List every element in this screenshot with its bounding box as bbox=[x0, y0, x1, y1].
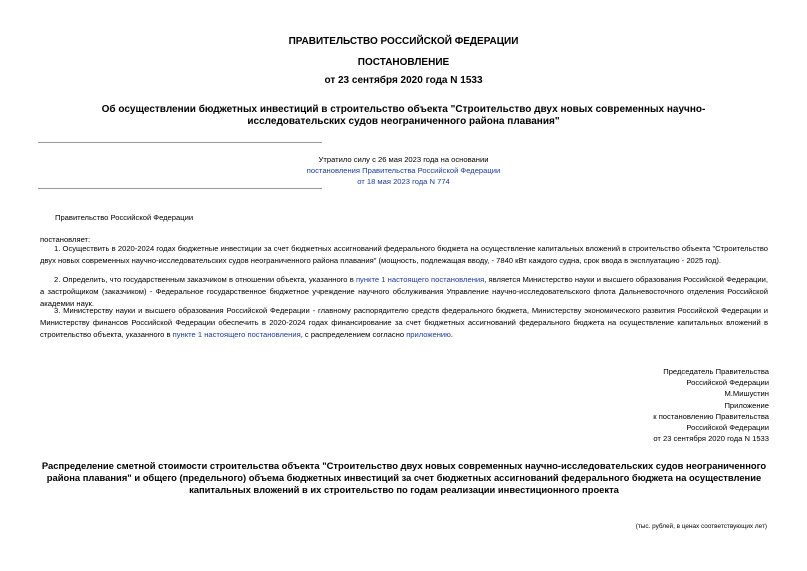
paragraph-1-link-2[interactable]: пункте 1 настоящего постановления bbox=[172, 330, 301, 339]
appendix-title: Распределение сметной стоимости строительства объекта "Строительство двух новых современных научно-исследовательских судов неограниченного района плавания" и общего (предельного) объема бюджетных инвестиций за счет бюджетных ассигнований федерального бюджета на осуществление капитальных вложений в их строительство по годам реализации инвестиционного проекта bbox=[41, 460, 767, 495]
signature-title: Председатель Правительства bbox=[663, 367, 769, 376]
government-heading: ПРАВИТЕЛЬСТВО РОССИЙСКОЙ ФЕДЕРАЦИИ bbox=[288, 36, 519, 47]
appendix-to-decree: к постановлению Правительства bbox=[653, 411, 769, 421]
divider-bottom bbox=[38, 188, 322, 189]
signature-block bbox=[653, 366, 769, 444]
paragraph-3-text-c: . bbox=[450, 330, 453, 339]
paragraph-1-text: 1. Осуществить в 2020-2024 годах бюджетные инвестиции за счет бюджетных ассигнований федерального бюджета на осуществление капитальных вложений в строительство объекта "Строительство двух новых современных научно-исследовательских судов неограниченного района плавания" (мощность, подлежащая вводу, - 7840 кВт каждого судна, срок ввода в эксплуатацию - 2025 год). bbox=[40, 244, 768, 265]
signature-name: М.Мишустин bbox=[724, 389, 769, 399]
document-type: ПОСТАНОВЛЕНИЕ bbox=[357, 57, 450, 68]
repeal-decree-link[interactable]: постановления Правительства Российской Федерации bbox=[306, 166, 501, 175]
appendix-link[interactable]: приложению bbox=[406, 330, 451, 339]
document-date-number: от 23 сентября 2020 года N 1533 bbox=[324, 75, 483, 86]
units-note: (тыс. рублей, в ценах соответствующих лет) bbox=[635, 523, 767, 530]
appendix-org: Российской Федерации bbox=[686, 423, 769, 433]
paragraph-3 bbox=[40, 305, 768, 341]
appendix-date-number: от 23 сентября 2020 года N 1533 bbox=[653, 434, 769, 444]
appendix-label: Приложение bbox=[724, 400, 769, 410]
divider-top bbox=[38, 142, 322, 143]
repeal-decree-date-link[interactable]: от 18 мая 2023 года N 774 bbox=[357, 177, 450, 186]
decides-label: постановляет: bbox=[40, 235, 91, 244]
paragraph-2-text-b: , является Министерство науки и высшего образования Российской Федерации, а застройщиком (заказчиком) - Федеральное государственное бюджетное учреждение научного обслуживания Управление научно-исследовательского флота Дальневосточного отделения Российской академии наук. bbox=[40, 275, 768, 308]
paragraph-2-text-a: 2. Определить, что государственным заказчиком в отношении объекта, указанного в bbox=[54, 275, 356, 284]
government-name: Правительство Российской Федерации bbox=[55, 213, 194, 222]
paragraph-3-text-b: , с распределением согласно bbox=[300, 330, 407, 339]
signature-org: Российской Федерации bbox=[686, 378, 769, 388]
paragraph-1-link[interactable]: пункте 1 настоящего постановления bbox=[355, 275, 485, 284]
paragraph-1 bbox=[40, 243, 768, 267]
status-note-text: Утратило силу с 26 мая 2023 года на основании bbox=[318, 155, 489, 164]
document-title: Об осуществлении бюджетных инвестиций в строительство объекта "Строительство двух новых современных научно-исследовательских судов неограниченного района плавания" bbox=[101, 104, 706, 127]
paragraph-3-text-a: 3. Министерству науки и высшего образования Российской Федерации - главному распорядителю средств федерального бюджета, Министерству экономического развития Российской Федерации и Министерству финансов Российской Федерации обеспечить в 2020-2024 годах финансирование за счет бюджетных ассигнований федерального бюджета на осуществление капитальных вложений в строительство объекта, указанного в bbox=[40, 306, 768, 339]
